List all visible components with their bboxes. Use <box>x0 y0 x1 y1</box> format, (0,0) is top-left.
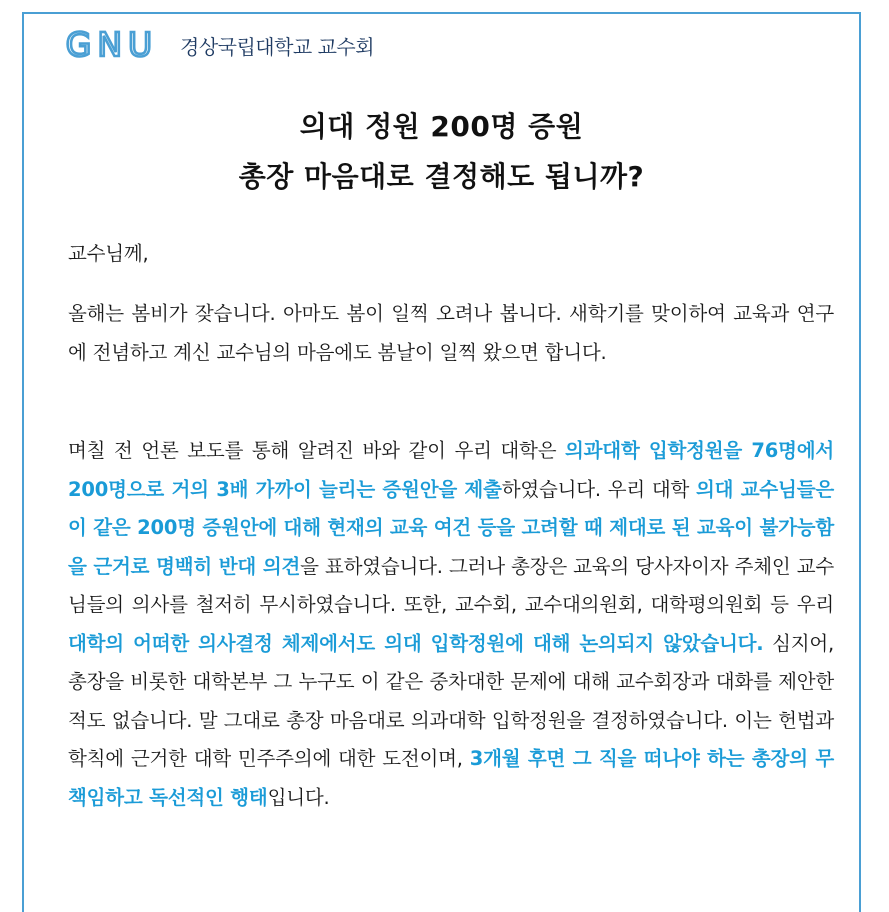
highlight-text: 의대 교수님들은 이 같은 200명 증원안에 대해 현재의 교육 여건 등을 고려할 때 제대로 된 교육이 불가능함을 근거로 명백히 반대 의견 <box>68 477 835 578</box>
paragraph-2-text: 을 표하였습니다. 그러나 총장은 교육의 당사자이자 주체인 교수님들의 의사를 철저히 무시하였습니다. 또한, 교수회, 교수대의원회, 대학평의원회 등 우리 <box>68 554 834 616</box>
highlight-text: 대학의 어떠한 의사결정 체제에서도 의대 입학정원에 대해 논의되지 않았습니다. <box>68 631 764 655</box>
paragraph-2 <box>68 432 834 817</box>
paragraph-1: 올해는 봄비가 잦습니다. 아마도 봄이 일찍 오려나 봅니다. 새학기를 맞이하여 교육과 연구에 전념하고 계신 교수님의 마음에도 봄날이 일찍 왔으면 합니다. <box>68 302 834 364</box>
paragraph-2-text: 심지어, 총장을 비롯한 대학본부 그 누구도 이 같은 중차대한 문제에 대해 교수회장과 대화를 제안한 적도 없습니다. 말 그대로 총장 마음대로 의과대학 입학정원을 결정하였습니다. 이는 헌법과 학칙에 근거한 대학 민주주의에 대한 도전이며, <box>68 631 834 770</box>
title-line-1: 의대 정원 200명 증원 <box>299 110 584 143</box>
org-name: 경상국립대학교 교수회 <box>180 34 375 59</box>
paragraph-2-text: 입니다. <box>267 785 330 809</box>
paragraph-2-text: 며칠 전 언론 보도를 통해 알려진 바와 같이 우리 대학은 <box>68 439 566 462</box>
gnu-logo <box>50 26 174 62</box>
letter-document <box>22 12 861 912</box>
letterhead <box>50 24 374 64</box>
salutation: 교수님께, <box>68 242 149 265</box>
highlight-text: 3개월 후면 그 직을 떠나야 하는 총장의 무책임하고 독선적인 행태 <box>68 747 834 809</box>
title-line-2: 총장 마음대로 결정해도 됩니까? <box>238 160 645 193</box>
highlight-text: 의과대학 입학정원을 76명에서 200명으로 거의 3배 가까이 늘리는 증원안을 제출 <box>68 439 834 501</box>
paragraph-2-text: 하였습니다. 우리 대학 <box>501 477 697 501</box>
letter-title <box>24 102 859 202</box>
svg-text:GNU: GNU <box>65 26 159 62</box>
